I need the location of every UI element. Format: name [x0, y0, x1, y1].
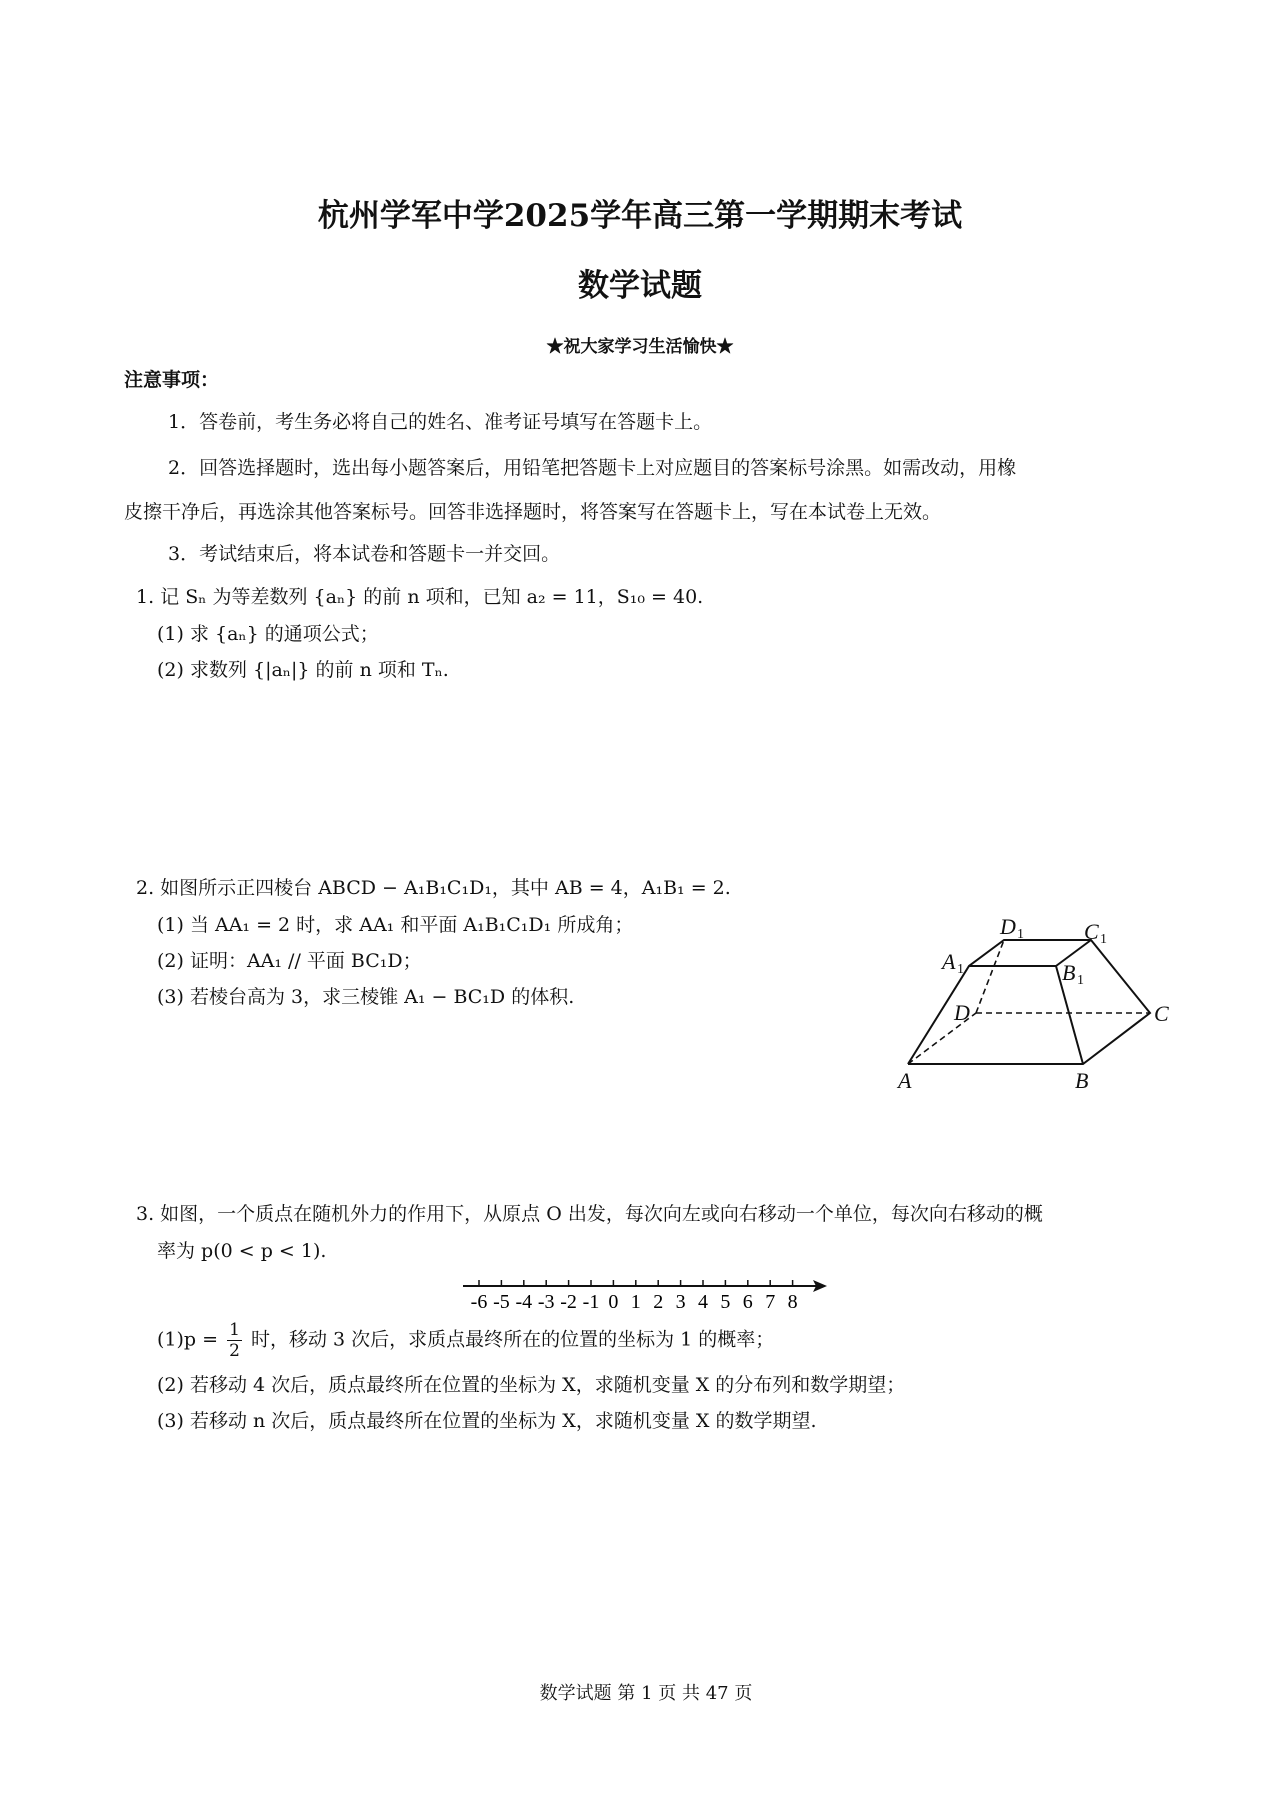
label-a1: A — [942, 949, 956, 974]
q3-part: (2) 若移动 4 次后，质点最终所在位置的坐标为 X，求随机变量 X 的分布列和数学期望； — [157, 1374, 906, 1396]
label-b: B — [1075, 1068, 1089, 1093]
tick-label: -5 — [493, 1291, 510, 1313]
tick-label: -4 — [515, 1291, 533, 1313]
label-d: D — [954, 1000, 970, 1025]
tick-label: -2 — [560, 1291, 577, 1313]
tick-label: 0 — [608, 1291, 619, 1313]
motto: ★祝大家学习生活愉快★ — [546, 337, 734, 357]
q3-stem-cont: 率为 p(0 < p < 1). — [157, 1240, 327, 1262]
tick-label: 4 — [698, 1291, 708, 1313]
q3-part1-suffix: 时，移动 3 次后，求质点最终所在的位置的坐标为 1 的概率； — [250, 1328, 775, 1351]
tick-label: -1 — [582, 1291, 600, 1313]
notice-item: 皮擦干净后，再选涂其他答案标号。回答非选择题时，将答案写在答题卡上，写在本试卷上无效。 — [124, 501, 942, 523]
q1-part: (1) 求 {aₙ} 的通项公式； — [157, 623, 379, 645]
sub-b1: 1 — [1077, 973, 1084, 988]
label-d1: D — [1000, 914, 1016, 939]
tick-label: 2 — [653, 1291, 664, 1313]
tick-label: 3 — [675, 1291, 686, 1313]
q3-part: (3) 若移动 n 次后，质点最终所在位置的坐标为 X，求随机变量 X 的数学期望. — [157, 1410, 817, 1432]
tick-label: 8 — [787, 1291, 798, 1313]
tick-label: 6 — [742, 1291, 753, 1313]
fraction — [227, 1320, 242, 1361]
page-footer: 数学试题 第 1 页 共 47 页 — [539, 1683, 753, 1704]
fraction-denominator: 2 — [229, 1341, 240, 1361]
tick-label: 1 — [630, 1291, 641, 1313]
frustum-figure — [880, 900, 1200, 1120]
label-a: A — [898, 1068, 912, 1093]
q3-stem: 3. 如图，一个质点在随机外力的作用下，从原点 O 出发，每次向左或向右移动一个单位，每次向右移动的概 — [136, 1203, 1043, 1225]
exam-title: 杭州学军中学2025学年高三第一学期期末考试 — [317, 198, 963, 234]
q2-part: (1) 当 AA₁ = 2 时，求 AA₁ 和平面 A₁B₁C₁D₁ 所成角； — [157, 914, 634, 936]
notice-item: 1．答卷前，考生务必将自己的姓名、准考证号填写在答题卡上。 — [168, 411, 713, 433]
sub-d1: 1 — [1017, 927, 1024, 942]
q2-stem: 2. 如图所示正四棱台 ABCD − A₁B₁C₁D₁，其中 AB = 4，A₁B₁ = 2. — [136, 877, 731, 899]
tick-label: 7 — [765, 1291, 776, 1313]
fraction-numerator: 1 — [229, 1320, 240, 1340]
number-line — [455, 1272, 845, 1322]
label-c: C — [1154, 1001, 1169, 1026]
label-b1: B — [1062, 960, 1076, 985]
q2-part: (2) 证明：AA₁ // 平面 BC₁D； — [157, 950, 422, 972]
tick-label: 5 — [720, 1291, 731, 1313]
tick-label: -6 — [470, 1291, 488, 1313]
q1-part: (2) 求数列 {|aₙ|} 的前 n 项和 Tₙ. — [157, 659, 449, 681]
notice-item: 2．回答选择题时，选出每小题答案后，用铅笔把答题卡上对应题目的答案标号涂黑。如需改动，用橡 — [168, 457, 1017, 479]
notice-heading: 注意事项： — [124, 369, 220, 391]
q3-part1 — [157, 1320, 774, 1361]
label-c1: C — [1084, 919, 1099, 944]
exam-subtitle: 数学试题 — [578, 268, 702, 304]
q3-part1-prefix: (1)p = — [157, 1328, 219, 1351]
q1-stem: 1. 记 Sₙ 为等差数列 {aₙ} 的前 n 项和，已知 a₂ = 11，S₁₀ = 40. — [136, 586, 704, 608]
notice-item: 3．考试结束后，将本试卷和答题卡一并交回。 — [168, 543, 561, 565]
sub-c1: 1 — [1100, 932, 1107, 947]
q2-part: (3) 若棱台高为 3，求三棱锥 A₁ − BC₁D 的体积. — [157, 986, 575, 1008]
tick-label: -3 — [537, 1291, 555, 1313]
sub-a1: 1 — [957, 962, 964, 977]
